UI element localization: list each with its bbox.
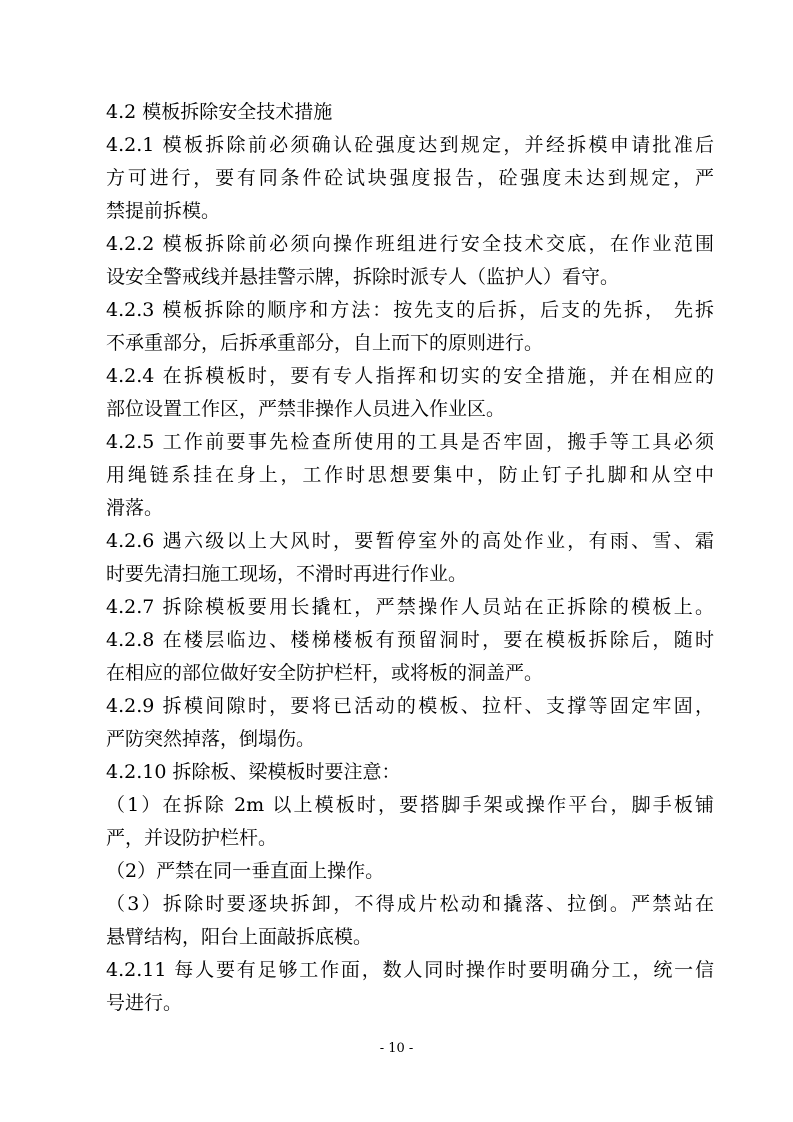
text-line: 4.2.4 在拆模板时，要有专人指挥和切实的安全措施，并在相应的 [106,365,714,387]
text-line: 4.2.7 拆除模板要用长撬杠，严禁操作人员站在正拆除的模板上。 [106,596,714,618]
text-line: 设安全警戒线并悬挂警示牌，拆除时派专人（监护人）看守。 [106,266,620,288]
text-line: 滑落。 [106,497,164,519]
text-line: 悬臂结构，阳台上面敲拆底模。 [106,926,373,948]
text-line: 用绳链系挂在身上，工作时思想要集中，防止钉子扎脚和从空中 [106,464,714,486]
text-line: 4.2.10 拆除板、梁模板时要注意： [106,761,401,783]
text-line: 4.2.11 每人要有足够工作面，数人同时操作时要明确分工，统一信 [106,959,714,981]
text-line: （3）拆除时要逐块拆卸，不得成片松动和撬落、拉倒。严禁站在 [106,893,714,915]
text-line: 在相应的部位做好安全防护栏杆，或将板的洞盖严。 [106,662,544,684]
text-line: （1）在拆除 2m 以上模板时，要搭脚手架或操作平台，脚手板铺 [106,794,714,816]
text-line: 时要先清扫施工现场，不滑时再进行作业。 [106,563,468,585]
text-line: 方可进行，要有同条件砼试块强度报告，砼强度未达到规定，严 [106,167,714,189]
text-line: 4.2.8 在楼层临边、楼梯楼板有预留洞时，要在模板拆除后，随时 [106,629,714,651]
text-line: 严，并设防护栏杆。 [106,827,278,849]
text-line: 号进行。 [106,992,183,1014]
text-line: 4.2.3 模板拆除的顺序和方法：按先支的后拆，后支的先拆， 先拆 [106,299,714,321]
text-line: 4.2.5 工作前要事先检查所使用的工具是否牢固，搬手等工具必须 [106,431,714,453]
text-line: 不承重部分，后拆承重部分，自上而下的原则进行。 [106,332,544,354]
text-line: 严防突然掉落，倒塌伤。 [106,728,316,750]
text-line: 4.2.1 模板拆除前必须确认砼强度达到规定，并经拆模申请批准后 [106,134,714,156]
text-line: 4.2.6 遇六级以上大风时，要暂停室外的高处作业，有雨、雪、霜 [106,530,714,552]
text-line: 4.2.9 拆模间隙时，要将已活动的模板、拉杆、支撑等固定牢固， [106,695,714,717]
text-line: 部位设置工作区，严禁非操作人员进入作业区。 [106,398,506,420]
document-body [106,96,714,1020]
text-line: 禁提前拆模。 [106,200,221,222]
section-heading: 4.2 模板拆除安全技术措施 [106,101,333,123]
page-number: - 10 - [379,1041,414,1056]
text-line: （2）严禁在同一垂直面上操作。 [106,860,385,882]
text-line: 4.2.2 模板拆除前必须向操作班组进行安全技术交底，在作业范围 [106,233,714,255]
